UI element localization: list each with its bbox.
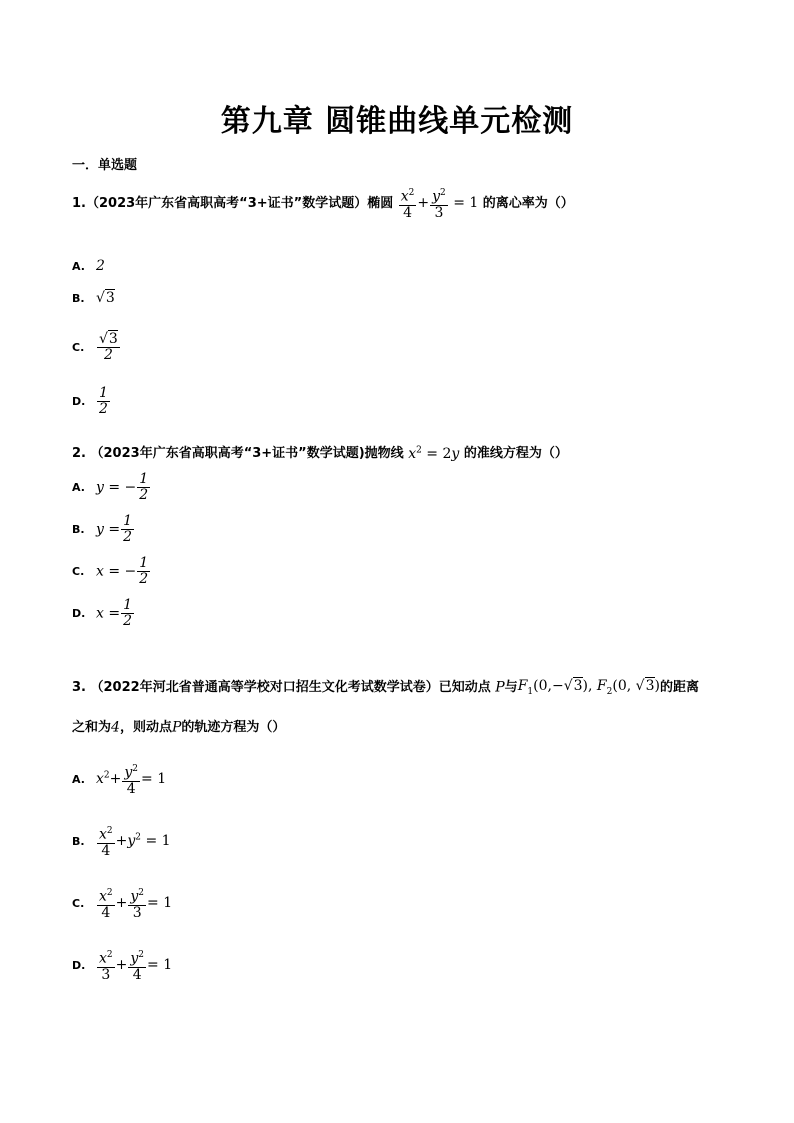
- question-2: [72, 442, 568, 462]
- question-text: 已知动点: [438, 680, 491, 695]
- page-title: 第九章 圆锥曲线单元检测: [220, 104, 574, 139]
- question-number: 1.: [72, 195, 86, 211]
- option-1d[interactable]: D. $\frac{1}{2}$: [72, 385, 108, 417]
- question-3-line2: 之和为4，则动点P的轨迹方程为（）: [72, 719, 286, 736]
- option-2a[interactable]: A. y = − $\frac{1}{2}$: [72, 471, 149, 503]
- option-1a[interactable]: A. 2: [72, 258, 105, 274]
- question-text: 抛物线: [364, 446, 404, 461]
- option-2d[interactable]: D. x = $\frac{1}{2}$: [72, 597, 132, 629]
- question-source: （2022年河北省普通高等学校对口招生文化考试数学试卷）: [90, 680, 439, 695]
- question-source: （2023年广东省高职高考“3+证书”数学试题): [90, 446, 365, 461]
- option-3b[interactable]: B. $\frac{x^2}{4}$ $+y^2 = 1$: [72, 826, 171, 859]
- question-3: 3. （2022年河北省普通高等学校对口招生文化考试数学试卷）已知动点 P与$F_1(0,-√3)$, $F_2(0$, √3)的距离: [72, 678, 699, 697]
- option-2c[interactable]: C. x = − $\frac{1}{2}$: [72, 555, 149, 587]
- question-text: 椭圆: [367, 195, 394, 211]
- option-2b[interactable]: B. y = $\frac{1}{2}$: [72, 513, 133, 545]
- focus-points: $F_1(0,-√3)$, $F_2(0$, √3): [517, 678, 660, 697]
- option-3a[interactable]: A. $x^2+$ $\frac{y^2}{4}$ = 1: [72, 764, 167, 797]
- option-3c[interactable]: C. $\frac{x^2}{4}$ + $\frac{y^2}{3}$ = 1: [72, 888, 173, 921]
- section-heading: 一．单选题: [72, 158, 138, 173]
- option-1c[interactable]: C. $\frac{√3}{2}$: [72, 331, 118, 363]
- question-text-tail: 的准线方程为（）: [463, 446, 568, 461]
- ellipse-equation: $\frac{x^2}{4}$ + $\frac{y^2}{3}$ = 1: [400, 188, 479, 221]
- parabola-equation: $x^2 = 2y$: [408, 445, 460, 462]
- question-1: [72, 186, 574, 221]
- option-3d[interactable]: D. $\frac{x^2}{3}$ + $\frac{y^2}{4}$ = 1: [72, 950, 173, 983]
- question-number: 2.: [72, 446, 86, 461]
- question-text-tail: 的离心率为（）: [482, 195, 574, 211]
- question-source: （2023年广东省高职高考“3+证书”数学试题）: [85, 195, 368, 211]
- option-1b[interactable]: B. √3: [72, 290, 115, 306]
- question-number: 3.: [72, 680, 86, 695]
